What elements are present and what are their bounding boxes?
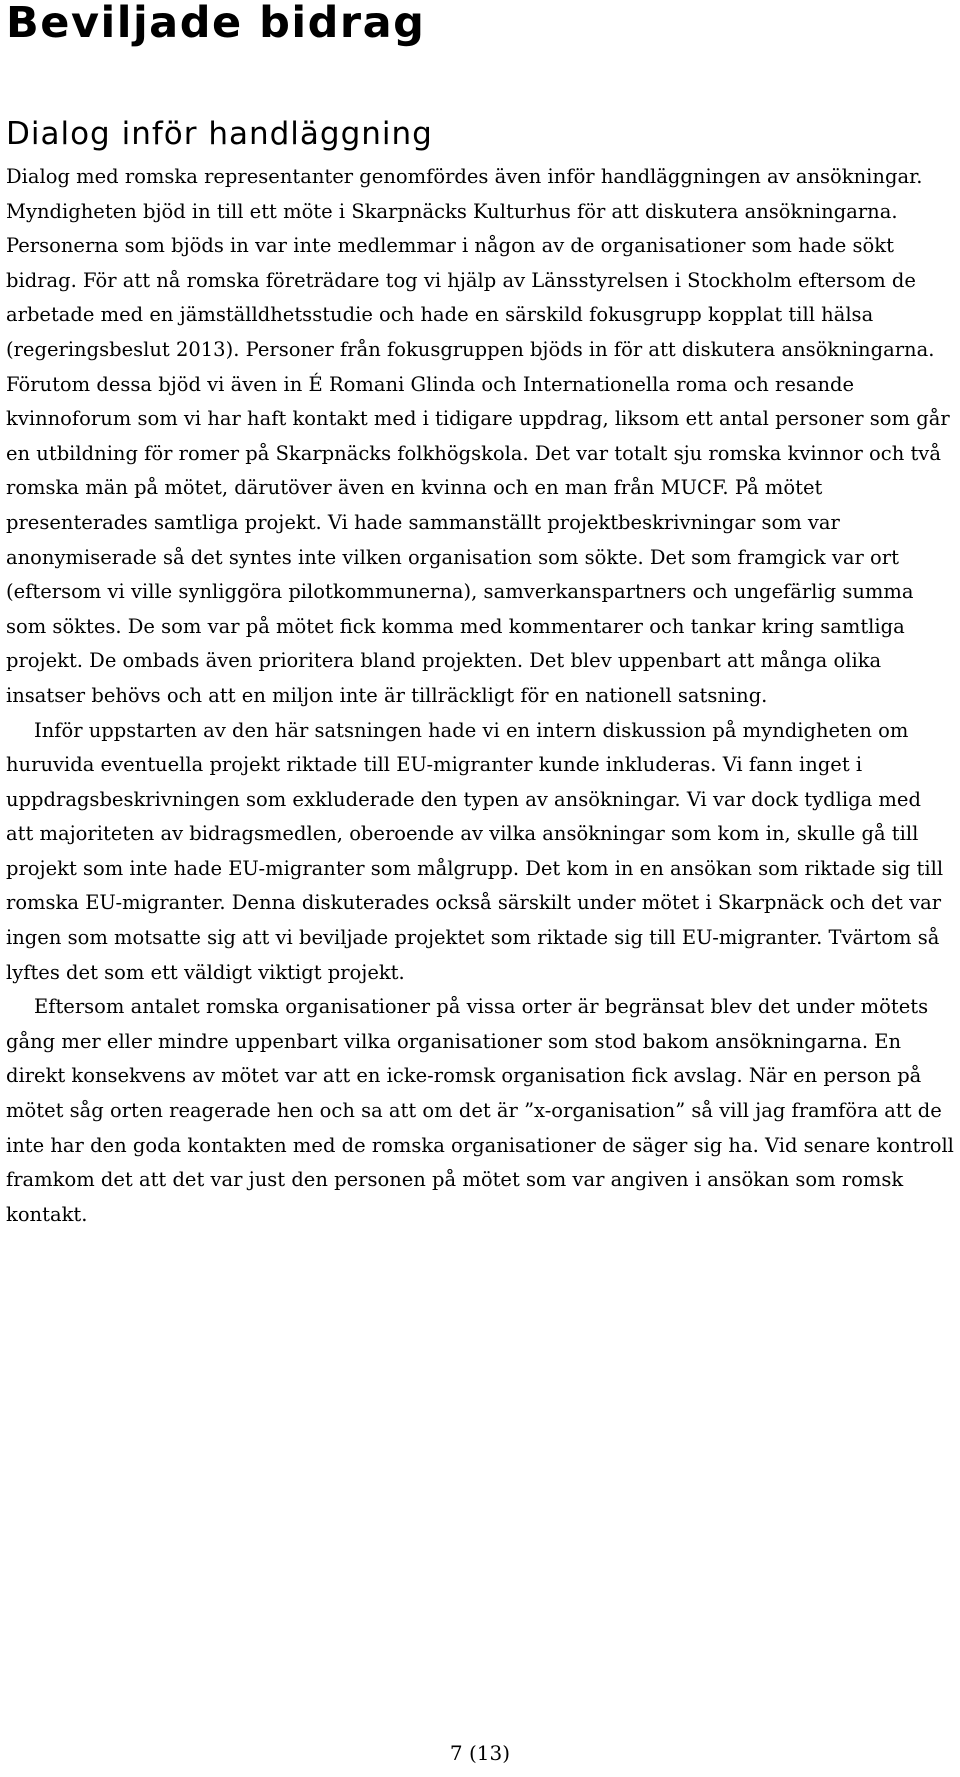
- page-title: Beviljade bidrag: [6, 0, 426, 48]
- paragraph-dialog: Dialog med romska representanter genomfördes även inför handläggningen av ansökningar. Myndigheten bjöd in till ett möte i Skarpnäcks Kulturhus för att diskutera ansökningarna. Personerna som bjöds in var inte medlemmar i någon av de organisationer som hade sökt bidrag. För att nå romska företrädare tog vi hjälp av Länsstyrelsen i Stockholm eftersom de arbetade med en jämställdhetsstudie och hade en särskild fokusgrupp kopplat till hälsa (regeringsbeslut 2013). Personer från fokusgruppen bjöds in för att diskutera ansökningarna. Förutom dessa bjöd vi även in É Romani Glinda och Internationella roma och resande kvinnoforum som vi har haft kontakt med i tidigare uppdrag, liksom ett antal personer som går en utbildning för romer på Skarpnäcks folkhögskola. Det var totalt sju romska kvinnor och två romska män på mötet, därutöver även en kvinna och en man från MUCF. På mötet presenterades samtliga projekt. Vi hade sammanställt projektbeskrivningar som var anonymiserade så det syntes inte vilken organisation som sökte. Det som framgick var ort (eftersom vi ville synliggöra pilotkommunerna), samverkanspartners och ungefärlig summa som söktes. De som var på mötet fick komma med kommentarer och tankar kring samtliga projekt. De ombads även prioritera bland projekten. Det blev uppenbart att många olika insatser behövs och att en miljon inte är tillräckligt för en nationell satsning.: [6, 165, 950, 707]
- paragraph-consequences: Eftersom antalet romska organisationer på vissa orter är begränsat blev det under mötets gång mer eller mindre uppenbart vilka organisationer som stod bakom ansökningarna. En direkt konsekvens av mötet var att en icke-romsk organisation fick avslag. När en person på mötet såg orten reagerade hen och sa att om det är ”x-organisation” så vill jag framföra att de inte har den goda kontakten med de romska organisationer de säger sig ha. Vid senare kontroll framkom det att det var just den personen på mötet som var angiven i ansökan som romsk kontakt.: [6, 995, 954, 1226]
- page-number: 7 (13): [449, 1741, 511, 1765]
- section-heading: Dialog inför handläggning: [6, 116, 433, 152]
- paragraph-eu-migrants: Inför uppstarten av den här satsningen hade vi en intern diskussion på myndigheten om huruvida eventuella projekt riktade till EU-migranter kunde inkluderas. Vi fann inget i uppdragsbeskrivningen som exkluderade den typen av ansökningar. Vi var dock tydliga med att majoriteten av bidragsmedlen, oberoende av vilka ansökningar som kom in, skulle gå till projekt som inte hade EU-migranter som målgrupp. Det kom in en ansökan som riktade sig till romska EU-migranter. Denna diskuterades också särskilt under mötet i Skarpnäck och det var ingen som motsatte sig att vi beviljade projektet som riktade sig till EU-migranter. Tvärtom så lyftes det som ett väldigt viktigt projekt.: [6, 718, 944, 984]
- body-text: [6, 160, 954, 1232]
